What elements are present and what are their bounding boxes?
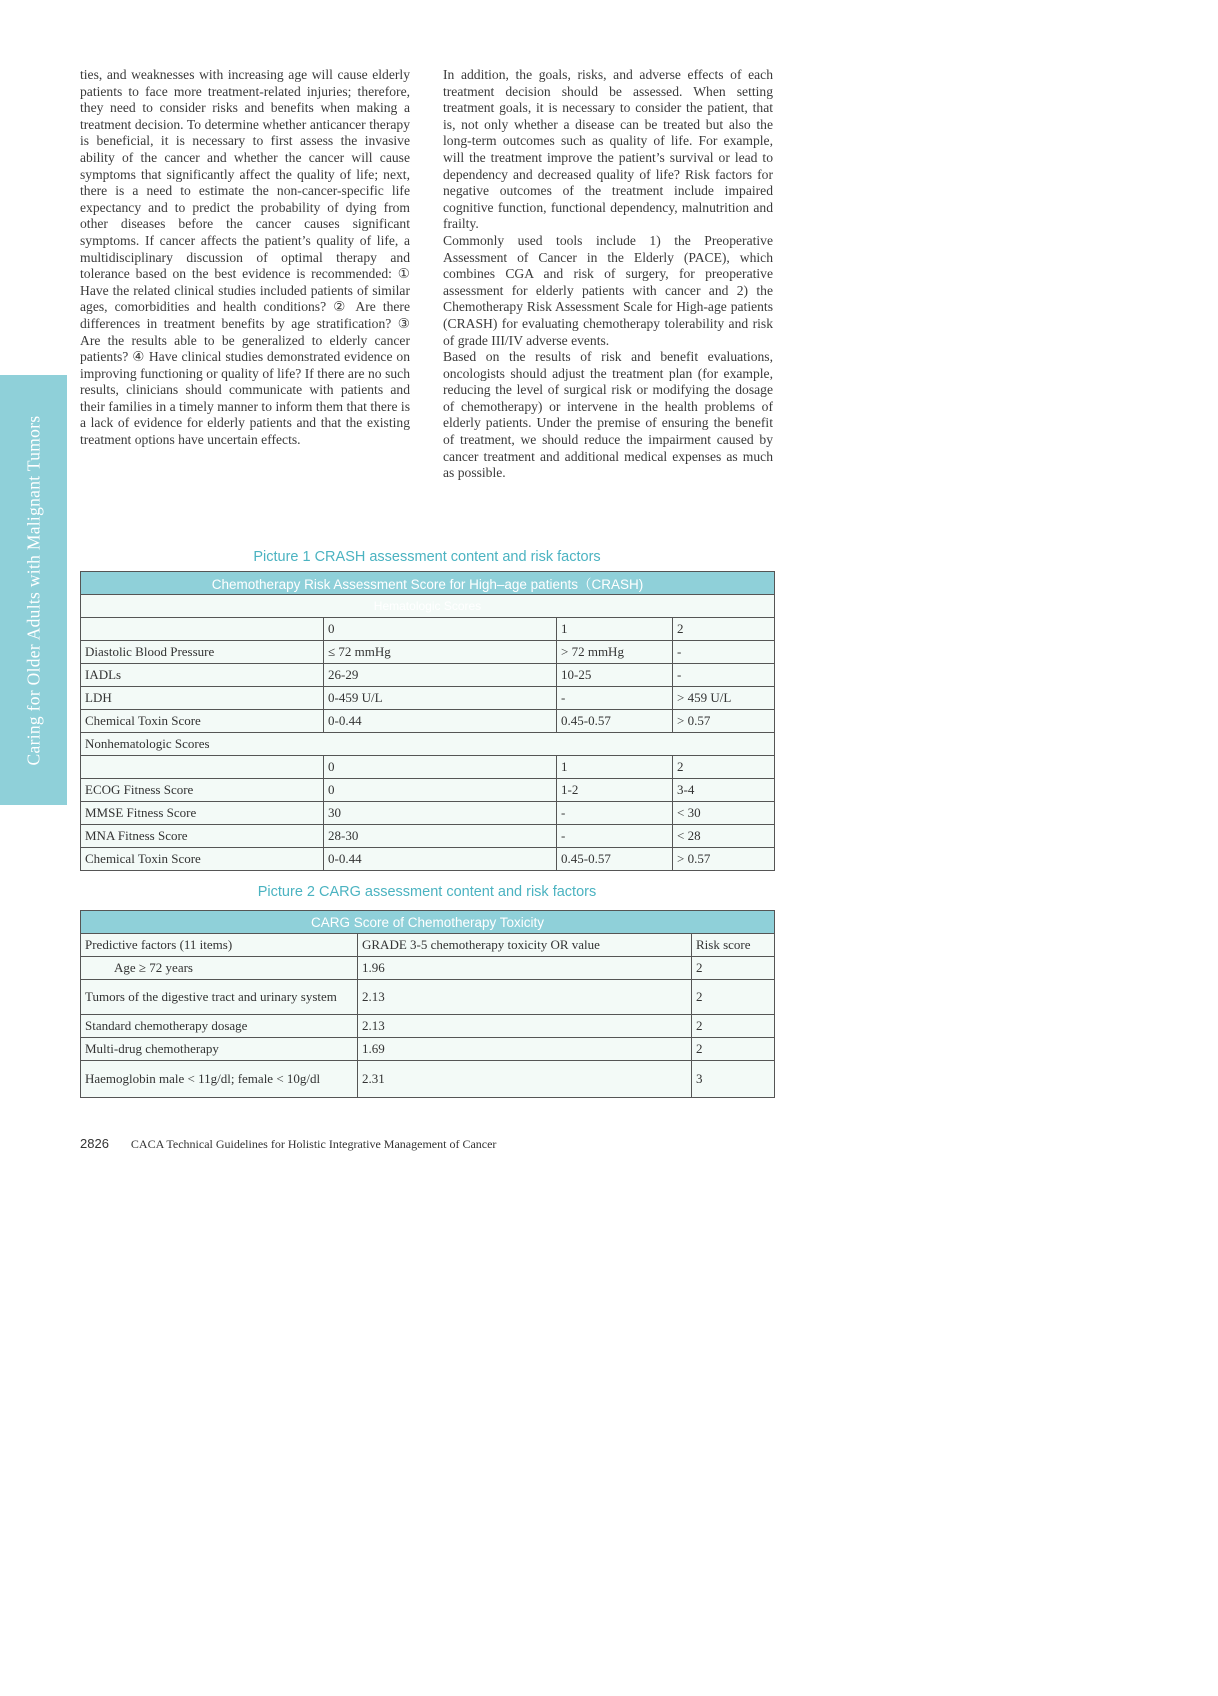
picture1-caption: Picture 1 CRASH assessment content and risk factors: [253, 549, 601, 565]
table-cell: Age ≥ 72 years: [81, 957, 358, 980]
table-cell: 2: [673, 618, 775, 641]
table-row: [81, 1015, 775, 1038]
right-paragraph-1: In addition, the goals, risks, and adverse effects of each treatment decision should be assessed. When setting treatment goals, it is necessary to consider the patient, that is, not only whether a disease can be treated but also the long-term outcomes such as quality of life. For example, will the treatment improve the patient’s survival or lead to dependency and decreased quality of life? Risk factors for negative outcomes of the treatment include impaired cognitive function, functional dependency, malnutrition and frailty.: [443, 67, 773, 232]
table-row: [81, 848, 775, 871]
table-cell: 0: [324, 756, 557, 779]
side-tab: [0, 375, 67, 805]
table-cell: 28-30: [324, 825, 557, 848]
table-cell: 2: [692, 957, 775, 980]
table-cell: 1-2: [557, 779, 673, 802]
table-cell: MNA Fitness Score: [81, 825, 324, 848]
table-row: [81, 802, 775, 825]
carg-table: [80, 910, 775, 1098]
table-cell: -: [673, 664, 775, 687]
carg-table-title: CARG Score of Chemotherapy Toxicity: [81, 911, 775, 934]
table-cell: -: [557, 687, 673, 710]
table-cell: Haemoglobin male < 11g/dl; female < 10g/dl: [81, 1061, 358, 1098]
table-cell: 0-0.44: [324, 848, 557, 871]
table-row: [81, 618, 775, 641]
table-cell: -: [673, 641, 775, 664]
table-cell: 3: [692, 1061, 775, 1098]
table-row: [81, 980, 775, 1015]
table-row: [81, 779, 775, 802]
table-cell: 0: [324, 618, 557, 641]
table-cell: 2: [692, 1038, 775, 1061]
table-cell: < 30: [673, 802, 775, 825]
table-cell: 1: [557, 618, 673, 641]
table-cell: 0.45-0.57: [557, 710, 673, 733]
crash-table-title: Chemotherapy Risk Assessment Score for High–age patients（CRASH): [81, 572, 775, 595]
right-column: [443, 67, 773, 482]
table-cell: > 0.57: [673, 848, 775, 871]
table-row: [81, 641, 775, 664]
table-cell: 2: [692, 980, 775, 1015]
table-cell: IADLs: [81, 664, 324, 687]
table-row: [81, 733, 775, 756]
right-paragraph-3: Based on the results of risk and benefit evaluations, oncologists should adjust the treatment plan (for example, reducing the level of surgical risk or modifying the dosage of chemotherapy) or intervene in the health problems of elderly patients. Under the premise of ensuring the benefit of treatment, we should reduce the impairment caused by cancer treatment and additional medical expenses as much as possible.: [443, 349, 773, 481]
table-cell: -: [557, 825, 673, 848]
left-paragraph: ties, and weaknesses with increasing age will cause elderly patients to face more treatment-related injuries; therefore, they need to consider risks and benefits when making a treatment decision. To determine whether anticancer therapy is beneficial, it is necessary to first assess the invasive ability of the cancer and whether the cancer will cause symptoms that significantly affect the quality of life; next, there is a need to estimate the non-cancer-specific life expectancy and to predict the probability of dying from other diseases before the cancer causes significant symptoms. If cancer affects the patient’s quality of life, a multidisciplinary discussion of optimal therapy and tolerance based on the best evidence is recommended: ① Have the related clinical studies included patients of similar ages, comorbidities and health conditions? ② Are there differences in treatment benefits by age stratification? ③ Are the results able to be generalized to elderly cancer patients? ④ Have clinical studies demonstrated evidence on improving functioning or quality of life? If there are no such results, clinicians should communicate with patients and their families in a timely manner to inform them that there is a lack of evidence for elderly patients and that the existing treatment options have uncertain effects.: [80, 67, 410, 448]
footer-title: CACA Technical Guidelines for Holistic Integrative Management of Cancer: [130, 1137, 497, 1151]
table-row: [81, 957, 775, 980]
table-cell: 2.13: [358, 1015, 692, 1038]
table-cell: 2: [673, 756, 775, 779]
table-cell: 0-0.44: [324, 710, 557, 733]
table-cell: < 28: [673, 825, 775, 848]
column-header: Predictive factors (11 items): [81, 934, 358, 957]
picture2-caption: Picture 2 CARG assessment content and risk factors: [257, 884, 597, 900]
table-cell: Standard chemotherapy dosage: [81, 1015, 358, 1038]
table-cell: 26-29: [324, 664, 557, 687]
table-cell: Tumors of the digestive tract and urinary system: [81, 980, 358, 1015]
column-header: GRADE 3-5 chemotherapy toxicity OR value: [358, 934, 692, 957]
table-cell: 30: [324, 802, 557, 825]
side-tab-label: Caring for Older Adults with Malignant Tumors: [23, 415, 44, 765]
table-cell: Diastolic Blood Pressure: [81, 641, 324, 664]
table-cell: 1: [557, 756, 673, 779]
table-cell: ECOG Fitness Score: [81, 779, 324, 802]
crash-table-subtitle: Hematologic Scores: [81, 595, 775, 618]
table-cell: [81, 756, 324, 779]
table-row: [81, 756, 775, 779]
table-cell: > 459 U/L: [673, 687, 775, 710]
table-row: [81, 710, 775, 733]
table-cell: 0: [324, 779, 557, 802]
table-row: [81, 664, 775, 687]
table-cell: Chemical Toxin Score: [81, 848, 324, 871]
table-cell: [81, 618, 324, 641]
table-cell: 10-25: [557, 664, 673, 687]
column-header: Risk score: [692, 934, 775, 957]
section-label: Nonhematologic Scores: [81, 733, 775, 756]
table-cell: LDH: [81, 687, 324, 710]
table-cell: -: [557, 802, 673, 825]
table-row: [81, 825, 775, 848]
page-number: 2826: [80, 1136, 109, 1151]
table-cell: Chemical Toxin Score: [81, 710, 324, 733]
right-paragraph-2: Commonly used tools include 1) the Preoperative Assessment of Cancer in the Elderly (PACE), which combines CGA and risk of surgery, for preoperative assessment for elderly patients with cancer and 2) the Chemotherapy Risk Assessment Scale for High-age patients (CRASH) for evaluating chemotherapy tolerability and risk of grade III/IV adverse events.: [443, 232, 773, 348]
table-row: [81, 687, 775, 710]
table-cell: 2: [692, 1015, 775, 1038]
table-cell: 2.13: [358, 980, 692, 1015]
table-cell: 2.31: [358, 1061, 692, 1098]
table-cell: Multi-drug chemotherapy: [81, 1038, 358, 1061]
table-cell: 1.69: [358, 1038, 692, 1061]
table-cell: > 72 mmHg: [557, 641, 673, 664]
table-cell: 1.96: [358, 957, 692, 980]
table-header-row: [81, 934, 775, 957]
table-cell: > 0.57: [673, 710, 775, 733]
table-cell: 0-459 U/L: [324, 687, 557, 710]
table-cell: 3-4: [673, 779, 775, 802]
page-footer: [80, 1136, 496, 1152]
table-cell: ≤ 72 mmHg: [324, 641, 557, 664]
left-column: [80, 67, 410, 449]
table-row: [81, 1038, 775, 1061]
table-cell: 0.45-0.57: [557, 848, 673, 871]
table-cell: MMSE Fitness Score: [81, 802, 324, 825]
table-row: [81, 1061, 775, 1098]
crash-table: [80, 571, 775, 871]
